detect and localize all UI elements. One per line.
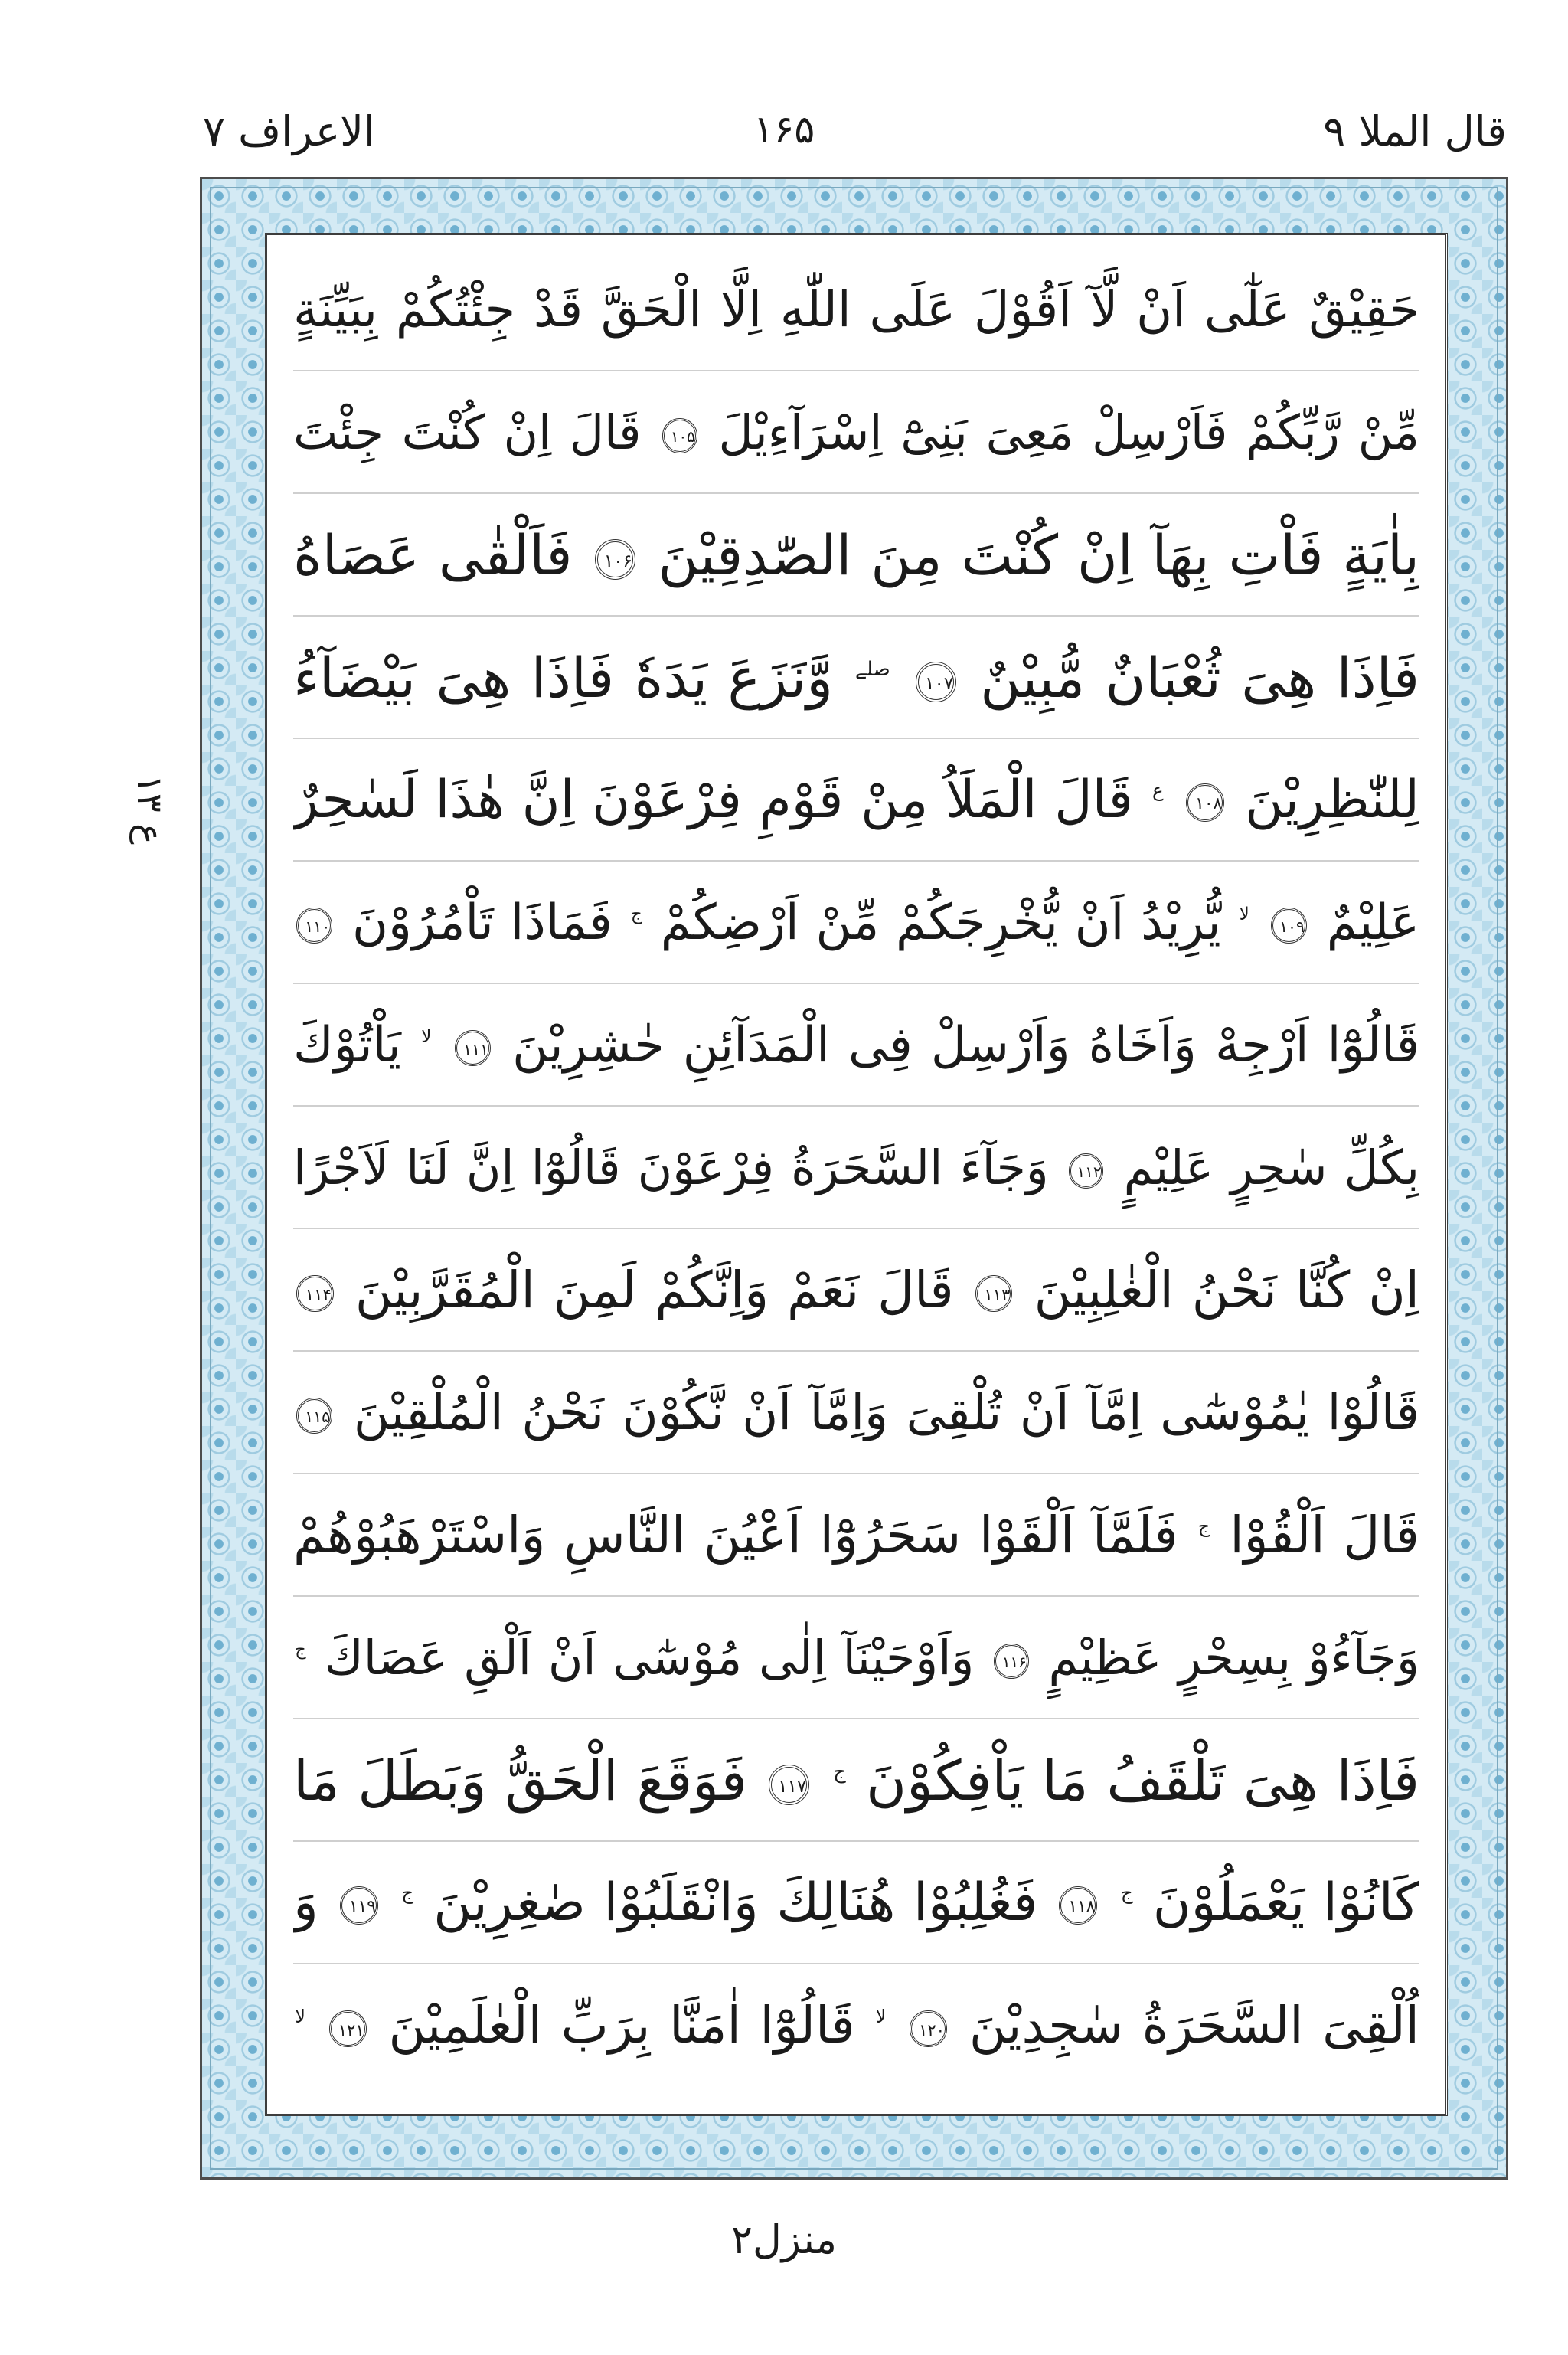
verse-text: وَجَآءُوْ بِسِحْرٍ عَظِيْمٍ — [1048, 1630, 1419, 1686]
ornamental-border — [200, 177, 1508, 2180]
ayah-number-marker: ۱۰۹ — [1271, 908, 1307, 944]
verse-text: قَالُوْٓا اٰمَنَّا بِرَبِّ الْعٰلَمِيْنَ — [388, 1996, 855, 2055]
waqf-mark: ج — [295, 1640, 306, 1660]
verse-text: مِّنْ رَّبِّكُمْ فَاَرْسِلْ مَعِىَ بَنِىْٓ اِسْرَآءِيْلَ — [718, 404, 1419, 460]
text-line — [293, 249, 1419, 371]
verse-text: بِكُلِّ سٰحِرٍ عَلِيْمٍ — [1123, 1140, 1419, 1195]
text-line — [293, 862, 1419, 984]
text-line — [293, 1474, 1419, 1597]
text-line — [293, 739, 1419, 862]
text-line — [293, 984, 1419, 1107]
waqf-mark: لا — [295, 2005, 305, 2027]
manzil-label: منزل۲ — [731, 2217, 837, 2263]
ayah-number-marker: ۱۱۵ — [296, 1398, 332, 1434]
waqf-mark: لا — [421, 1026, 432, 1047]
text-line — [293, 1964, 1419, 2087]
ayah-number-marker: ۱۱۷ — [769, 1765, 809, 1805]
verse-text: قَالُوْٓا اَرْجِهْ وَاَخَاهُ وَاَرْسِلْ فِى الْمَدَآئِنِ حٰشِرِيْنَ — [512, 1017, 1419, 1074]
ayah-number-marker: ۱۱۰ — [296, 908, 332, 944]
verse-text: اِنْ كُنَّا نَحْنُ الْغٰلِبِيْنَ — [1034, 1261, 1419, 1320]
verse-text: قَالَ اِنْ كُنْتَ جِئْتَ — [293, 404, 642, 460]
verse-text: فَوَقَعَ الْحَقُّ وَبَطَلَ مَا — [293, 1748, 747, 1813]
waqf-mark: لا — [1239, 904, 1250, 924]
page-number: ۱۶۵ — [753, 107, 815, 152]
waqf-mark: ج — [1120, 1882, 1133, 1905]
ayah-number-marker: ۱۰۵ — [662, 418, 697, 453]
ayah-number-marker: ۱۱۳ — [975, 1275, 1013, 1313]
verse-text: وَّنَزَعَ يَدَهٗ فَاِذَا هِىَ بَيْضَآءُ — [293, 646, 834, 710]
text-line — [293, 371, 1419, 494]
verse-text: وَ — [293, 1873, 318, 1933]
text-line — [293, 494, 1419, 617]
verse-text: وَاَوْحَيْنَآ اِلٰى مُوْسٰٓى اَنْ اَلْقِ عَصَاكَ — [324, 1630, 975, 1686]
ayah-number-marker: ۱۱۶ — [994, 1644, 1029, 1679]
verse-text: فَاِذَا هِىَ تَلْقَفُ مَا يَاْفِكُوْنَ — [866, 1748, 1419, 1813]
verse-text: فَاَلْقٰى عَصَاهُ — [293, 523, 573, 587]
text-line — [293, 1229, 1419, 1352]
text-line — [293, 1107, 1419, 1229]
verse-text: حَقِيْقٌ عَلٰٓى اَنْ لَّآ اَقُوْلَ عَلَى اللّٰهِ اِلَّا الْحَقَّ قَدْ جِئْتُكُمْ بِبَيِّنَةٍ — [293, 282, 1419, 339]
waqf-mark: لا — [875, 2005, 887, 2027]
verse-text: يَاْتُوْكَ — [293, 1017, 401, 1074]
ayah-number-marker: ۱۲۱ — [329, 2010, 367, 2048]
ayah-number-marker: ۱۰۶ — [595, 539, 635, 580]
ayah-number-marker: ۱۱۱ — [455, 1030, 491, 1066]
waqf-mark: ع — [1152, 779, 1164, 802]
ayah-number-marker: ۱۱۸ — [1059, 1886, 1097, 1925]
waqf-mark: ج — [401, 1882, 414, 1905]
verse-text: قَالَ الْمَلَاُ مِنْ قَوْمِ فِرْعَوْنَ اِنَّ هٰذَا لَسٰحِرٌ — [293, 770, 1133, 830]
text-line — [293, 617, 1419, 739]
waqf-mark: ج — [833, 1760, 846, 1784]
verse-text: عَلِيْمٌ — [1326, 895, 1419, 951]
surah-name: الاعراف ۷ — [203, 107, 375, 155]
verse-text: فَلَمَّآ اَلْقَوْا سَحَرُوْٓا اَعْيُنَ النَّاسِ وَاسْتَرْهَبُوْهُمْ — [293, 1506, 1178, 1565]
text-line — [293, 1842, 1419, 1964]
verse-text: اُلْقِىَ السَّحَرَةُ سٰجِدِيْنَ — [969, 1996, 1419, 2055]
verse-text: بِاٰيَةٍ فَاْتِ بِهَآ اِنْ كُنْتَ مِنَ الصّٰدِقِيْنَ — [658, 523, 1419, 587]
verse-text: قَالَ نَعَمْ وَاِنَّكُمْ لَمِنَ الْمُقَرَّبِيْنَ — [354, 1261, 954, 1320]
verse-text: قَالُوْا يٰمُوْسٰٓى اِمَّآ اَنْ تُلْقِىَ وَاِمَّآ اَنْ نَّكُوْنَ نَحْنُ الْمُلْقِيْنَ — [353, 1385, 1419, 1441]
text-line — [293, 1597, 1419, 1719]
text-line — [293, 1352, 1419, 1474]
waqf-mark: ج — [1197, 1515, 1210, 1537]
verse-text: كَانُوْا يَعْمَلُوْنَ — [1152, 1873, 1419, 1933]
verse-text: فَاِذَا هِىَ ثُعْبَانٌ مُّبِيْنٌ — [980, 646, 1419, 710]
ayah-number-marker: ۱۱۲ — [1069, 1153, 1104, 1189]
ruku-marker: ع ۱۳ — [129, 774, 171, 845]
ayah-number-marker: ۱۱۹ — [340, 1886, 378, 1925]
ayah-number-marker: ۱۱۴ — [296, 1275, 334, 1313]
ayah-number-marker: ۱۰۷ — [916, 662, 956, 702]
ayah-number-marker: ۱۲۰ — [910, 2010, 947, 2048]
verse-text: فَمَاذَا تَاْمُرُوْنَ — [351, 895, 612, 951]
text-line — [293, 1719, 1419, 1842]
verse-text: فَغُلِبُوْا هُنَالِكَ وَانْقَلَبُوْا صٰغِرِيْنَ — [433, 1873, 1038, 1933]
waqf-mark: ج — [630, 904, 642, 924]
juz-name: قال الملا ۹ — [1323, 107, 1507, 155]
waqf-mark: صلے — [854, 657, 890, 681]
verse-text: لِلنّٰظِرِيْنَ — [1245, 770, 1419, 830]
verse-text: قَالَ اَلْقُوْا — [1230, 1506, 1419, 1565]
ayah-number-marker: ۱۰۸ — [1186, 783, 1224, 822]
verse-text: يُّرِيْدُ اَنْ يُّخْرِجَكُمْ مِّنْ اَرْضِكُمْ — [660, 895, 1221, 951]
text-lines — [265, 233, 1448, 2116]
verse-text: وَجَآءَ السَّحَرَةُ فِرْعَوْنَ قَالُوْٓا اِنَّ لَنَا لَاَجْرًا — [293, 1140, 1049, 1195]
